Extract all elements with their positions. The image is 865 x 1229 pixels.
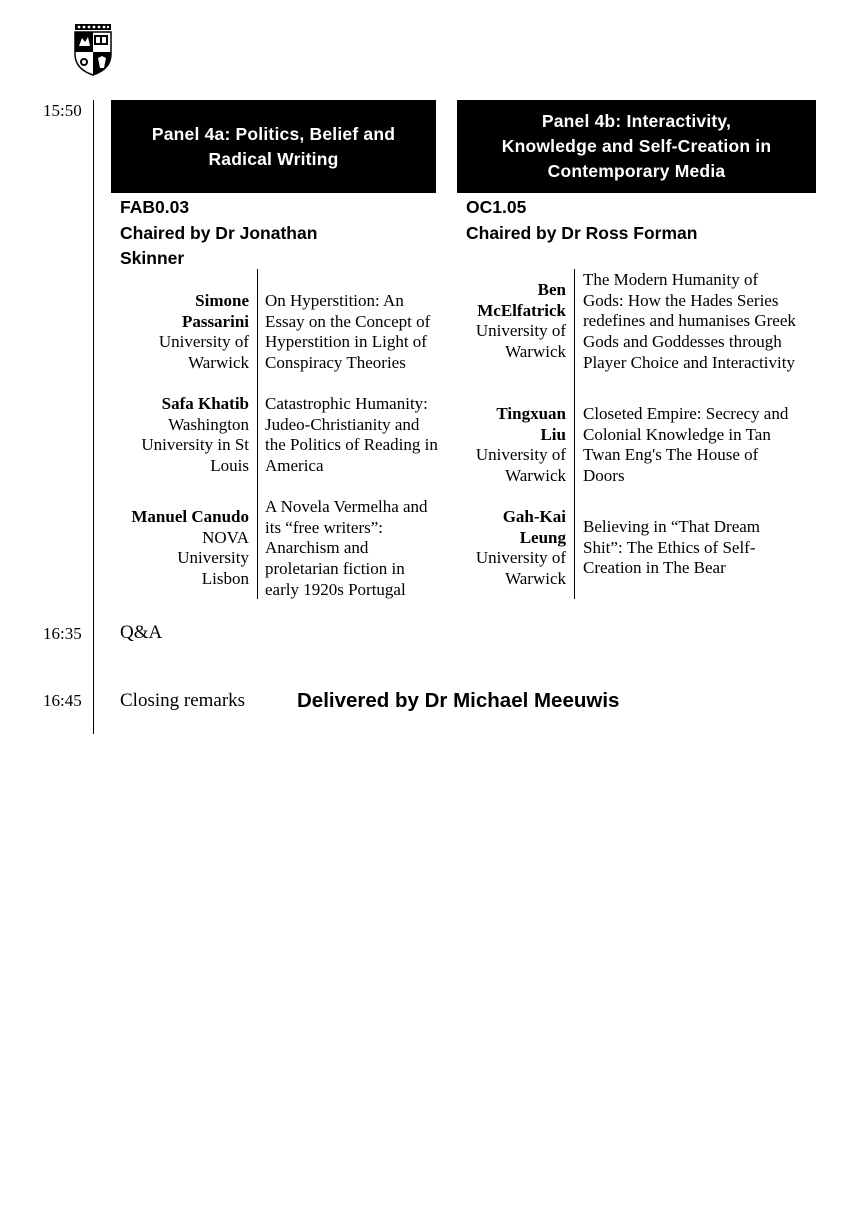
talk-title-line: Essay on the Concept of: [265, 311, 431, 331]
time-slot-start: 15:50: [43, 101, 82, 120]
talk-title-line: Believing in “That Dream: [583, 517, 761, 536]
talk-title: [265, 291, 460, 374]
talk-title-line: Twan Eng's The House of: [583, 445, 759, 465]
talk-title-line: Conspiracy Theories: [265, 353, 406, 373]
closing-remarks-label: Closing remarks: [120, 690, 246, 711]
talk-title-line: A Novela Vermelha and: [265, 497, 428, 516]
panel-4a-column-divider: [257, 269, 258, 599]
talk-title-line: redefines and humanises Greek: [583, 311, 796, 331]
qa-session-label: Q&A: [120, 622, 163, 643]
talk-title-line: Creation in The Bear: [583, 558, 726, 578]
speaker-affiliation: NOVA: [202, 527, 249, 547]
talk-title-line: On Hyperstition: An: [265, 291, 404, 310]
speaker-name: Simone: [195, 291, 249, 310]
speaker-name: Liu: [540, 424, 566, 444]
talk-title: [265, 497, 460, 601]
panel-4a-chair-line: Skinner: [120, 248, 185, 268]
speaker-affiliation: University of: [158, 332, 249, 352]
panel-4b-title-line: Panel 4b: Interactivity,: [541, 111, 732, 131]
talk-title-line: Catastrophic Humanity:: [265, 394, 428, 413]
panel-4a-room: FAB0.03: [120, 197, 190, 217]
speaker-name: Gah-Kai: [502, 507, 566, 526]
speaker-tingxuan-liu: [456, 404, 566, 487]
university-crest-logo: [74, 24, 112, 76]
speaker-affiliation: University: [177, 548, 249, 568]
speaker-affiliation: University of: [475, 321, 566, 341]
talk-title: [265, 394, 460, 477]
talk-title-line: America: [265, 456, 324, 476]
panel-4a-title-box: [111, 100, 436, 193]
talk-title: [583, 270, 823, 374]
panel-4b-chair: [466, 221, 697, 246]
timeline-divider: [93, 100, 94, 734]
talk-title-line: Judeo-Christianity and: [265, 414, 420, 434]
speaker-simone-passarini: [119, 291, 249, 374]
speaker-name: Ben: [537, 280, 566, 299]
speaker-affiliation: Warwick: [188, 353, 249, 373]
talk-title-line: Colonial Knowledge in Tan: [583, 424, 771, 444]
talk-title-line: Doors: [583, 466, 625, 486]
talk-title-line: the Politics of Reading in: [265, 435, 438, 455]
panel-4b-room: OC1.05: [466, 197, 527, 217]
talk-title-line: Gods: How the Hades Series: [583, 290, 779, 310]
panel-4b-title-line: Knowledge and Self-Creation in: [501, 136, 772, 156]
speaker-name: Manuel Canudo: [131, 507, 249, 526]
panel-4b-title-line: Contemporary Media: [547, 161, 726, 181]
speaker-affiliation: University of: [475, 548, 566, 568]
time-slot-qa: 16:35: [43, 624, 82, 643]
speaker-name: McElfatrick: [477, 300, 566, 320]
speaker-affiliation: Lisbon: [201, 569, 249, 589]
speaker-name: Leung: [519, 527, 566, 547]
speaker-affiliation: University in St: [141, 435, 249, 455]
speaker-affiliation: Warwick: [505, 466, 566, 486]
panel-4b-column-divider: [574, 269, 575, 599]
speaker-affiliation: Louis: [210, 456, 249, 476]
talk-title: [583, 517, 823, 579]
speaker-affiliation: Warwick: [505, 342, 566, 362]
talk-title-line: Hyperstition in Light of: [265, 332, 427, 352]
talk-title-line: early 1920s Portugal: [265, 579, 406, 599]
time-slot-closing: 16:45: [43, 691, 82, 710]
panel-4b-title-box: [457, 100, 816, 193]
panel-4a-chair-line: Chaired by Dr Jonathan: [120, 223, 318, 243]
talk-title-line: Closeted Empire: Secrecy and: [583, 404, 789, 423]
talk-title-line: proletarian fiction in: [265, 559, 405, 579]
panel-4b-chair-line: Chaired by Dr Ross Forman: [466, 223, 698, 243]
panel-4a-title-line: Panel 4a: Politics, Belief and: [151, 123, 396, 144]
panel-4a-chair: [120, 221, 317, 271]
talk-title-line: Player Choice and Interactivity: [583, 352, 795, 372]
talk-title-line: The Modern Humanity of: [583, 270, 759, 289]
talk-title-line: Gods and Goddesses through: [583, 332, 782, 352]
closing-remarks-speaker: Delivered by Dr Michael Meeuwis: [297, 689, 620, 712]
talk-title-line: Anarchism and: [265, 538, 369, 558]
speaker-gah-kai-leung: [456, 507, 566, 590]
talk-title-line: Shit”: The Ethics of Self-: [583, 537, 756, 557]
speaker-manuel-canudo: [109, 507, 249, 590]
talk-title-line: its “free writers”:: [265, 517, 383, 537]
talk-title: [583, 404, 823, 487]
speaker-name: Passarini: [181, 311, 249, 331]
speaker-ben-mcelfatrick: [456, 280, 566, 363]
panel-4a-title-line: Radical Writing: [208, 148, 339, 169]
speaker-name: Safa Khatib: [161, 394, 249, 413]
speaker-affiliation: University of: [475, 445, 566, 465]
speaker-name: Tingxuan: [496, 404, 566, 423]
speaker-affiliation: Washington: [168, 414, 249, 434]
speaker-safa-khatib: [109, 394, 249, 477]
speaker-affiliation: Warwick: [505, 569, 566, 589]
